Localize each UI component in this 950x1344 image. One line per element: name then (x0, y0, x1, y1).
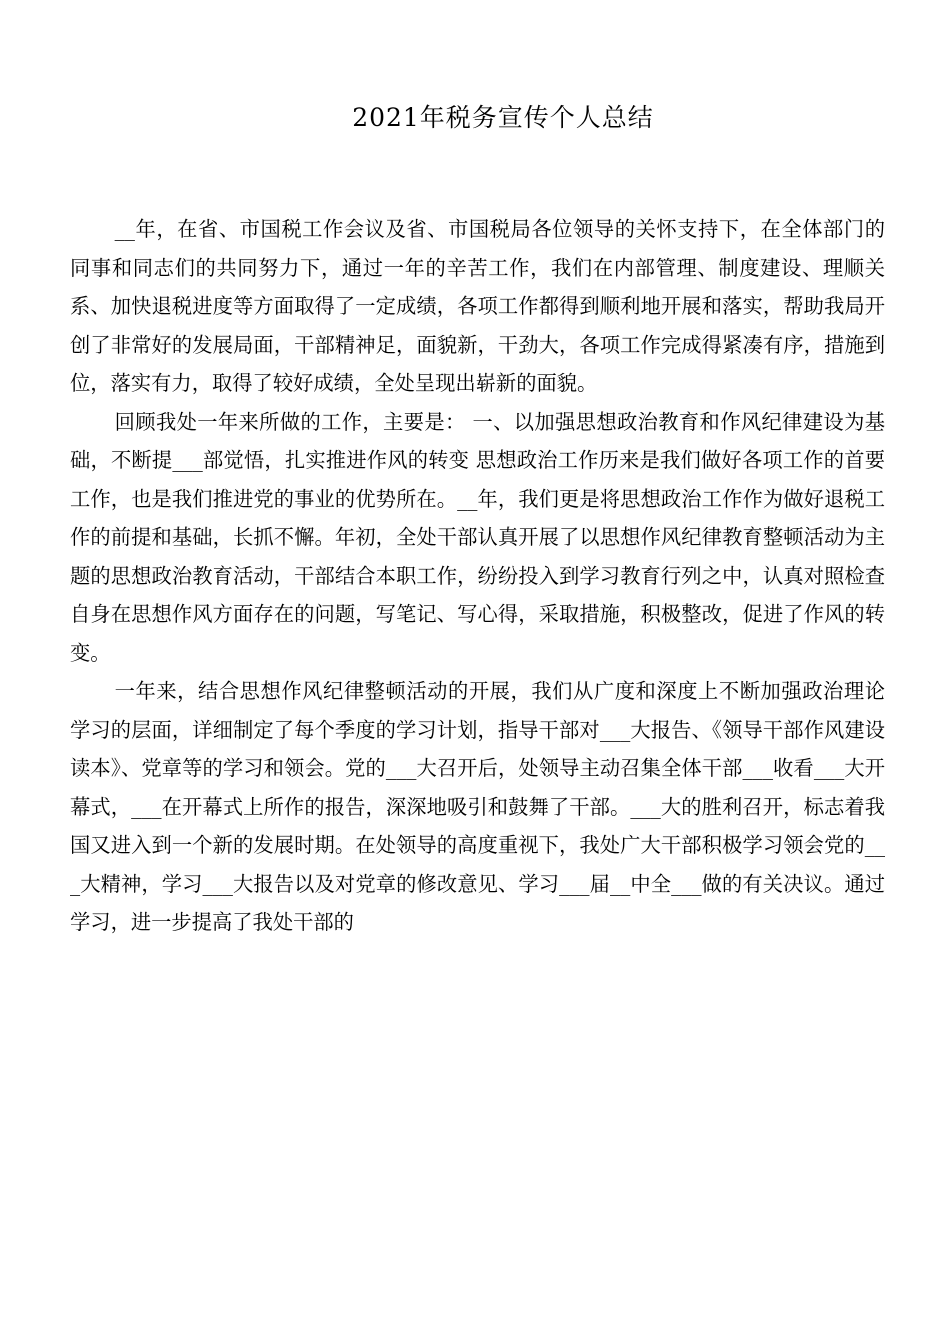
paragraph-1: __年，在省、市国税工作会议及省、市国税局各位领导的关怀支持下，在全体部门的同事和同志们的共同努力下，通过一年的辛苦工作，我们在内部管理、制度建设、理顺关系、加快退税进度等方面取得了一定成绩，各项工作都得到顺利地开展和落实，帮助我局开创了非常好的发展局面，干部精神足，面貌新，干劲大，各项工作完成得紧凑有序，措施到位，落实有力，取得了较好成绩，全处呈现出崭新的面貌。 (70, 217, 885, 395)
document-body (70, 210, 885, 942)
paragraph-2: 回顾我处一年来所做的工作，主要是： 一、以加强思想政治教育和作风纪律建设为基础，不断提___部觉悟，扎实推进作风的转变 思想政治工作历来是我们做好各项工作的首要工作，也是我们推进党的事业的优势所在。__年，我们更是将思想政治工作作为做好退税工作的前提和基础，长抓不懈。年初，全处干部认真开展了以思想作风纪律教育整顿活动为主题的思想政治教育活动，干部结合本职工作，纷纷投入到学习教育行列之中，认真对照检查自身在思想作风方面存在的问题，写笔记、写心得，采取措施，积极整改，促进了作风的转变。 (70, 409, 885, 665)
document-title: 2021年税务宣传个人总结 (352, 103, 654, 132)
paragraph-3: 一年来，结合思想作风纪律整顿活动的开展，我们从广度和深度上不断加强政治理论学习的层面，详细制定了每个季度的学习计划，指导干部对___大报告、《领导干部作风建设读本》、党章等的学习和领会。党的___大召开后，处领导主动召集全体干部___收看___大开幕式，___在开幕式上所作的报告，深深地吸引和鼓舞了干部。___大的胜利召开，标志着我国又进入到一个新的发展时期。在处领导的高度重视下，我处广大干部积极学习领会党的___大精神，学习___大报告以及对党章的修改意见、学习___届__中全___做的有关决议。通过学习，进一步提高了我处干部的 (70, 679, 885, 934)
